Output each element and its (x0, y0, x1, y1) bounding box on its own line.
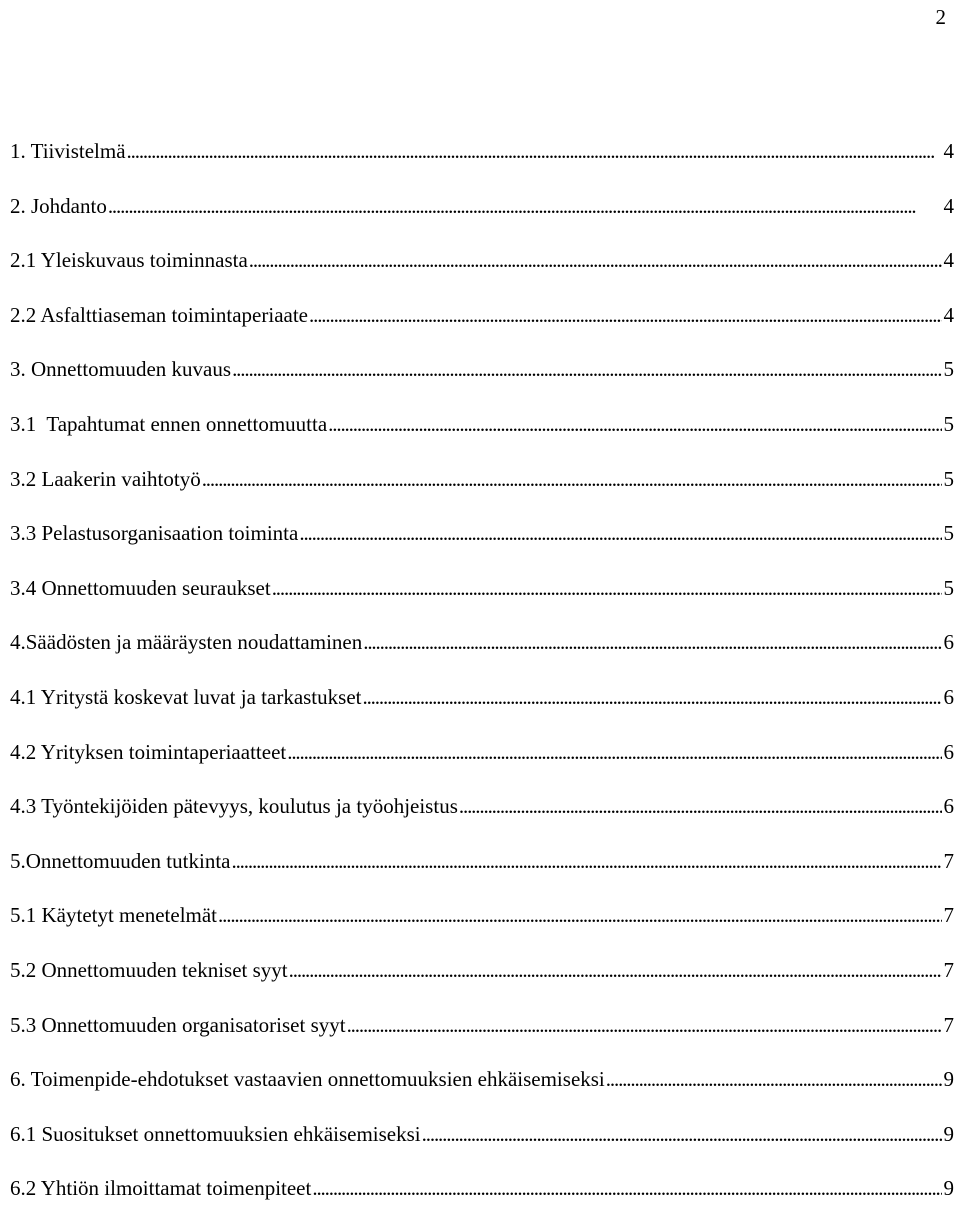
toc-entry-label: 3.1 Tapahtumat ennen onnettomuutta (10, 411, 328, 436)
toc-entry-page: 7 (943, 957, 954, 982)
toc-entry-label: 4.1 Yritystä koskevat luvat ja tarkastukset (10, 684, 362, 709)
toc-entry-label: 4.2 Yrityksen toimintaperiaatteet (10, 739, 287, 764)
toc-entry-label: 4.Säädösten ja määräysten noudattaminen (10, 630, 363, 655)
toc-entry-3[interactable] (10, 356, 954, 411)
toc-entry-page: 5 (943, 357, 954, 382)
toc-dot-leader (249, 247, 942, 273)
toc-dot-leader (309, 302, 942, 328)
toc-entry-page: 9 (943, 1121, 954, 1146)
toc-dot-leader (287, 739, 941, 765)
toc-entry-label: 3.4 Onnettomuuden seuraukset (10, 575, 271, 600)
toc-entry-5[interactable] (10, 848, 954, 903)
toc-dot-leader (272, 575, 942, 601)
toc-entry-6[interactable] (10, 1066, 954, 1121)
toc-entry-page: 6 (943, 684, 954, 709)
toc-entry-label: 2. Johdanto (10, 193, 107, 218)
toc-dot-leader (127, 138, 942, 164)
toc-entry-page: 7 (943, 848, 954, 873)
toc-entry-page: 9 (943, 1176, 954, 1201)
toc-entry-6-1[interactable] (10, 1121, 954, 1176)
toc-entry-2[interactable] (10, 193, 954, 248)
page-number: 2 (935, 5, 946, 29)
toc-dot-leader (459, 793, 942, 819)
toc-dot-leader (347, 1012, 942, 1038)
toc-entry-label: 1. Tiivistelmä (10, 139, 126, 163)
toc-entry-3-3[interactable] (10, 520, 954, 575)
toc-entry-2-1[interactable] (10, 247, 954, 302)
toc-dot-leader (363, 629, 941, 655)
toc-entry-label: 5.1 Käytetyt menetelmät (10, 903, 218, 928)
toc-entry-4-1[interactable] (10, 684, 954, 739)
toc-entry-label: 6.1 Suositukset onnettomuuksien ehkäisemiseksi (10, 1121, 421, 1146)
toc-dot-leader (202, 466, 942, 492)
toc-entry-page: 5 (943, 411, 954, 436)
toc-entry-4-3[interactable] (10, 793, 954, 848)
toc-dot-leader (312, 1175, 941, 1201)
toc-dot-leader (289, 957, 942, 983)
toc-entry-label: 3.2 Laakerin vaihtotyö (10, 466, 201, 491)
toc-dot-leader (362, 684, 941, 710)
toc-dot-leader (422, 1121, 942, 1147)
toc-entry-page: 4 (943, 139, 954, 163)
toc-dot-leader (108, 193, 942, 219)
toc-entry-page: 4 (943, 193, 954, 218)
toc-dot-leader (606, 1066, 942, 1092)
toc-entry-page: 6 (943, 630, 954, 655)
toc-entry-label: 5.3 Onnettomuuden organisatoriset syyt (10, 1012, 346, 1037)
toc-entry-3-2[interactable] (10, 466, 954, 521)
toc-entry-3-1[interactable] (10, 411, 954, 466)
toc-entry-label: 2.2 Asfalttiaseman toimintaperiaate (10, 302, 308, 327)
toc-entry-page: 6 (943, 794, 954, 819)
toc-entry-6-2[interactable] (10, 1175, 954, 1230)
toc-entry-label: 2.1 Yleiskuvaus toiminnasta (10, 248, 248, 273)
toc-dot-leader (231, 848, 941, 874)
toc-entry-label: 4.3 Työntekijöiden pätevyys, koulutus ja työohjeistus (10, 794, 458, 819)
toc-entry-page: 4 (943, 248, 954, 273)
toc-entry-page: 6 (943, 739, 954, 764)
toc-entry-label: 6. Toimenpide-ehdotukset vastaavien onnettomuuksien ehkäisemiseksi (10, 1067, 605, 1092)
toc-dot-leader (328, 411, 941, 437)
toc-entry-label: 3.3 Pelastusorganisaation toiminta (10, 521, 299, 546)
toc-entry-3-4[interactable] (10, 575, 954, 630)
toc-entry-page: 4 (943, 302, 954, 327)
toc-entry-5-2[interactable] (10, 957, 954, 1012)
toc-entry-page: 5 (943, 466, 954, 491)
toc-entry-label: 3. Onnettomuuden kuvaus (10, 357, 232, 382)
toc-entry-page: 5 (943, 575, 954, 600)
toc-entry-page: 7 (943, 903, 954, 928)
table-of-contents (10, 138, 954, 1230)
toc-entry-page: 5 (943, 521, 954, 546)
toc-entry-5-1[interactable] (10, 902, 954, 957)
toc-entry-4[interactable] (10, 629, 954, 684)
toc-entry-label: 5.2 Onnettomuuden tekniset syyt (10, 957, 288, 982)
toc-entry-4-2[interactable] (10, 739, 954, 794)
toc-dot-leader (232, 356, 941, 382)
toc-entry-2-2[interactable] (10, 302, 954, 357)
toc-entry-page: 9 (943, 1067, 954, 1092)
toc-dot-leader (299, 520, 941, 546)
toc-dot-leader (218, 902, 941, 928)
toc-entry-1[interactable] (10, 138, 954, 193)
toc-entry-label: 5.Onnettomuuden tutkinta (10, 848, 231, 873)
toc-entry-label: 6.2 Yhtiön ilmoittamat toimenpiteet (10, 1176, 312, 1201)
toc-entry-page: 7 (943, 1012, 954, 1037)
toc-entry-5-3[interactable] (10, 1012, 954, 1067)
